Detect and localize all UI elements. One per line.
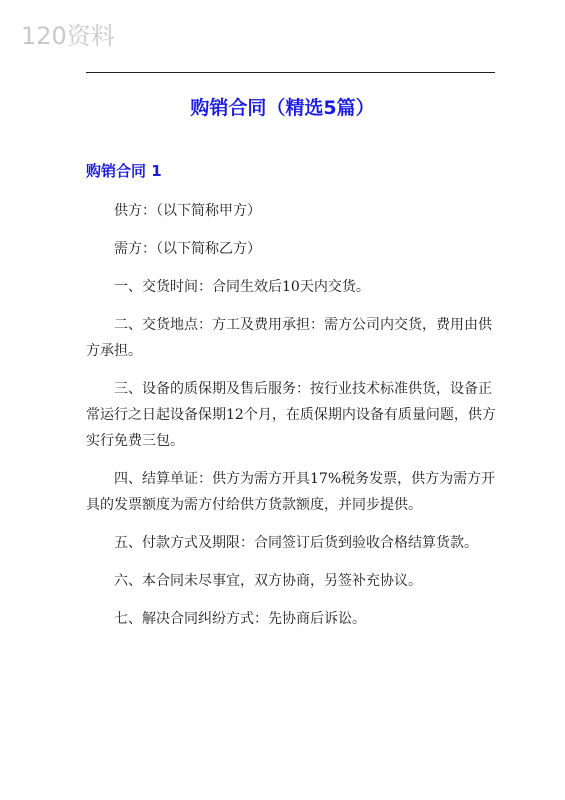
document-title: 购销合同（精选5篇） [190, 97, 375, 119]
paragraph-supplier: 供方：（以下简称甲方） [114, 203, 261, 219]
paragraph-supplementary: 六、本合同未尽事宜，双方协商，另签补充协议。 [114, 573, 422, 589]
paragraph-dispute: 七、解决合同纠纷方式：先协商后诉讼。 [114, 611, 366, 627]
paragraph-delivery-time: 一、交货时间：合同生效后10天内交货。 [114, 279, 370, 295]
paragraph-buyer: 需方：（以下简称乙方） [114, 241, 261, 257]
paragraph-warranty: 三、设备的质保期及售后服务：按行业技术标准供货，设备正常运行之日起设备保期12个月，在质保期内设备有质量问题，供方实行免费三包。 [86, 381, 496, 449]
paragraph-settlement: 四、结算单证：供方为需方开具17%税务发票，供方为需方开具的发票额度为需方付给供方货款额度，并同步提供。 [86, 471, 496, 513]
header-divider [86, 72, 495, 73]
paragraph-payment: 五、付款方式及期限：合同签订后货到验收合格结算货款。 [114, 535, 478, 551]
paragraph-delivery-location: 二、交货地点：方工及费用承担：需方公司内交货，费用由供方承担。 [86, 317, 492, 359]
document-body [86, 198, 498, 644]
section-heading: 购销合同 1 [86, 162, 162, 180]
watermark-logo: 120资料 [21, 22, 115, 50]
